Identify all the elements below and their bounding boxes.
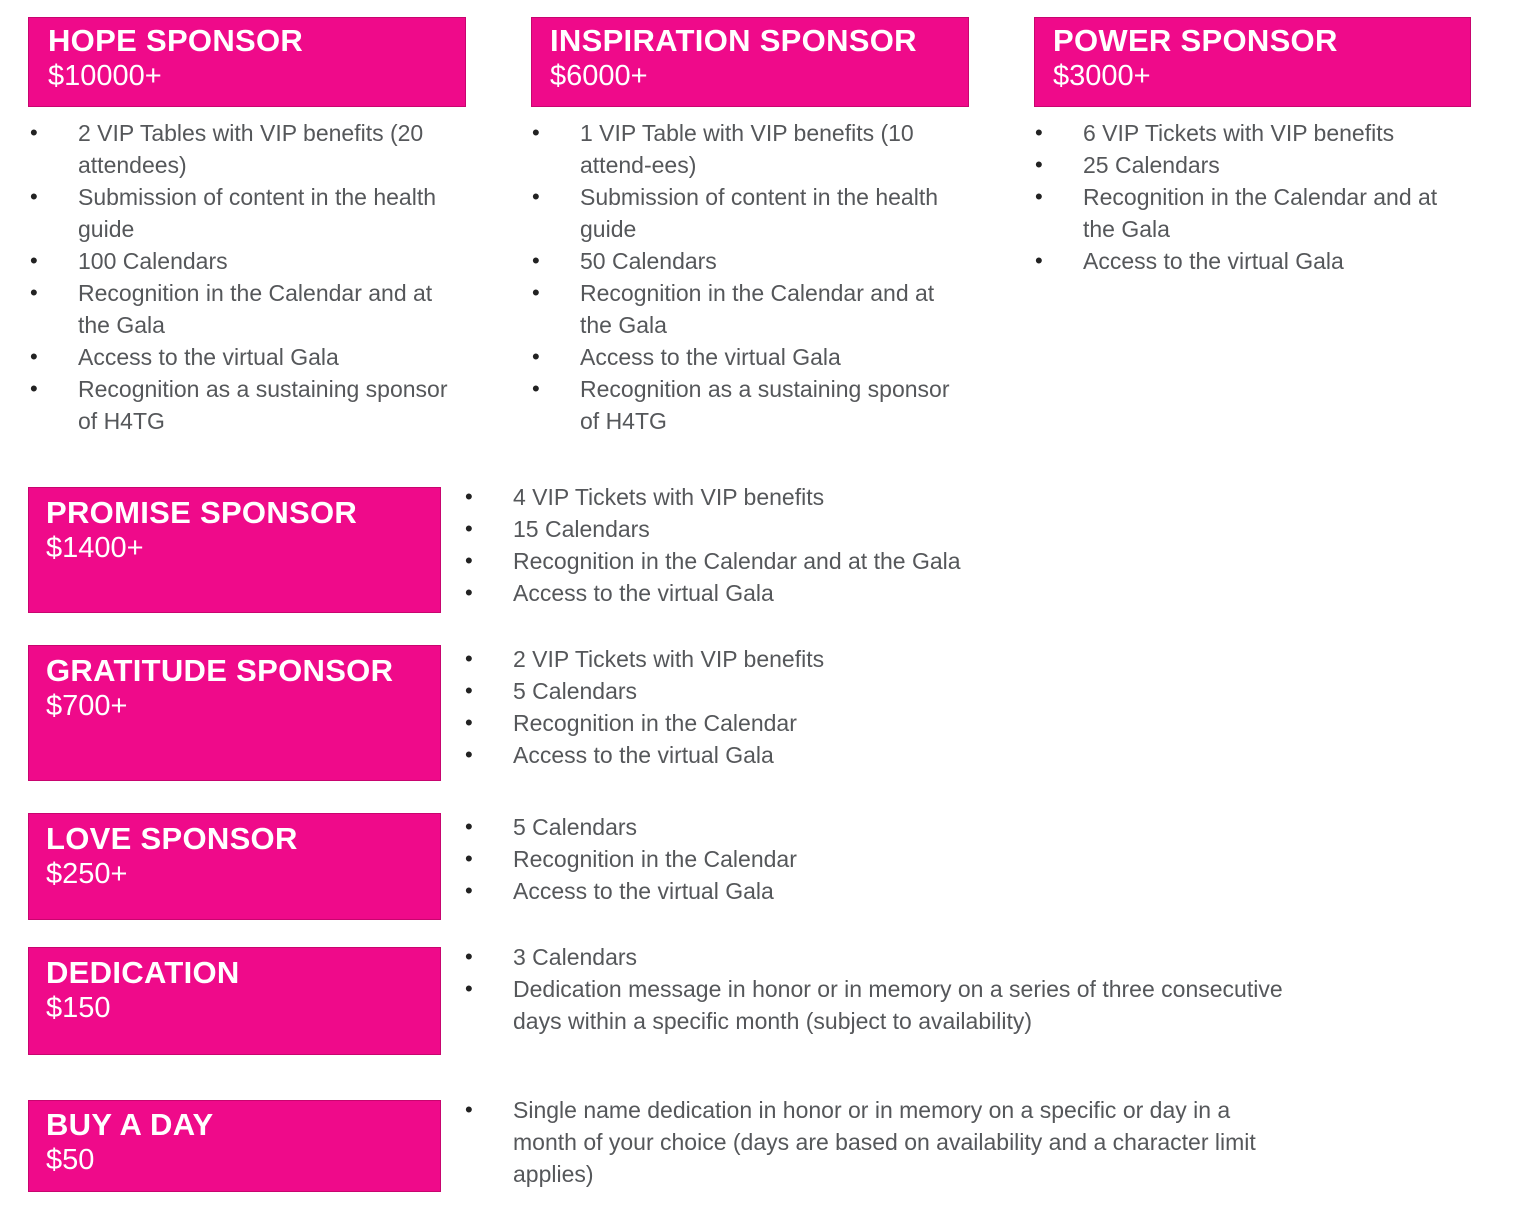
list-item: • Submission of content in the health guide [30, 181, 470, 245]
list-item: • 2 VIP Tables with VIP benefits (20 attendees) [30, 117, 470, 181]
list-item: • Recognition in the Calendar and at the Gala [465, 545, 1365, 577]
tier-name: LOVE SPONSOR [46, 821, 298, 856]
list-item: • Access to the virtual Gala [465, 875, 1365, 907]
list-item: • 5 Calendars [465, 811, 1365, 843]
tier-price: $3000+ [1053, 60, 1151, 92]
tier-price: $150 [46, 992, 111, 1024]
list-item: • Recognition in the Calendar and at the Gala [1035, 181, 1475, 245]
list-item: • 100 Calendars [30, 245, 470, 277]
tier-price: $700+ [46, 690, 128, 722]
list-item: • 6 VIP Tickets with VIP benefits [1035, 117, 1475, 149]
list-item: • Recognition in the Calendar and at the Gala [30, 277, 470, 341]
love-benefits-list [465, 811, 1365, 907]
dedication-header [28, 947, 441, 1055]
tier-price: $10000+ [48, 60, 162, 92]
tier-name: DEDICATION [46, 955, 240, 990]
list-item: • Access to the virtual Gala [465, 739, 1365, 771]
dedication-benefits-list [465, 941, 1285, 1037]
list-item: • Recognition in the Calendar [465, 843, 1365, 875]
buy-a-day-benefits-list [465, 1094, 1285, 1190]
list-item: • Access to the virtual Gala [465, 577, 1365, 609]
buy-a-day-header [28, 1100, 441, 1192]
list-item: • Recognition in the Calendar and at the Gala [532, 277, 972, 341]
tier-name: PROMISE SPONSOR [46, 495, 358, 530]
inspiration-benefits-list [532, 117, 972, 437]
tier-name: GRATITUDE SPONSOR [46, 653, 394, 688]
list-item: • 1 VIP Table with VIP benefits (10 attend-ees) [532, 117, 972, 181]
list-item: • Submission of content in the health guide [532, 181, 972, 245]
hope-benefits-list [30, 117, 470, 437]
list-item: • 50 Calendars [532, 245, 972, 277]
list-item: • 5 Calendars [465, 675, 1365, 707]
tier-price: $50 [46, 1144, 95, 1176]
list-item: • 25 Calendars [1035, 149, 1475, 181]
promise-sponsor-header [28, 487, 441, 613]
list-item: • 2 VIP Tickets with VIP benefits [465, 643, 1365, 675]
tier-name: BUY A DAY [46, 1107, 214, 1142]
gratitude-sponsor-header [28, 645, 441, 781]
list-item: • 15 Calendars [465, 513, 1365, 545]
list-item: • Recognition in the Calendar [465, 707, 1365, 739]
list-item: • 3 Calendars [465, 941, 1285, 973]
tier-price: $250+ [46, 858, 128, 890]
list-item: • Dedication message in honor or in memory on a series of three consecutive days within a specific month (subject to availability) [465, 973, 1285, 1037]
tier-price: $1400+ [46, 532, 144, 564]
gratitude-benefits-list [465, 643, 1365, 771]
love-sponsor-header [28, 813, 441, 920]
list-item: • Access to the virtual Gala [30, 341, 470, 373]
tier-price: $6000+ [550, 60, 648, 92]
promise-benefits-list [465, 481, 1365, 609]
list-item: • Single name dedication in honor or in memory on a specific or day in a month of your choice (days are based on availability and a character limit applies) [465, 1094, 1285, 1190]
power-benefits-list [1035, 117, 1475, 277]
list-item: • Access to the virtual Gala [532, 341, 972, 373]
list-item: • Recognition as a sustaining sponsor of H4TG [30, 373, 470, 437]
list-item: • 4 VIP Tickets with VIP benefits [465, 481, 1365, 513]
list-item: • Access to the virtual Gala [1035, 245, 1475, 277]
hope-sponsor-header [28, 17, 466, 107]
tier-name: INSPIRATION SPONSOR [550, 23, 917, 58]
tier-name: HOPE SPONSOR [48, 23, 304, 58]
inspiration-sponsor-header [531, 17, 969, 107]
power-sponsor-header [1034, 17, 1471, 107]
tier-name: POWER SPONSOR [1053, 23, 1338, 58]
list-item: • Recognition as a sustaining sponsor of H4TG [532, 373, 972, 437]
